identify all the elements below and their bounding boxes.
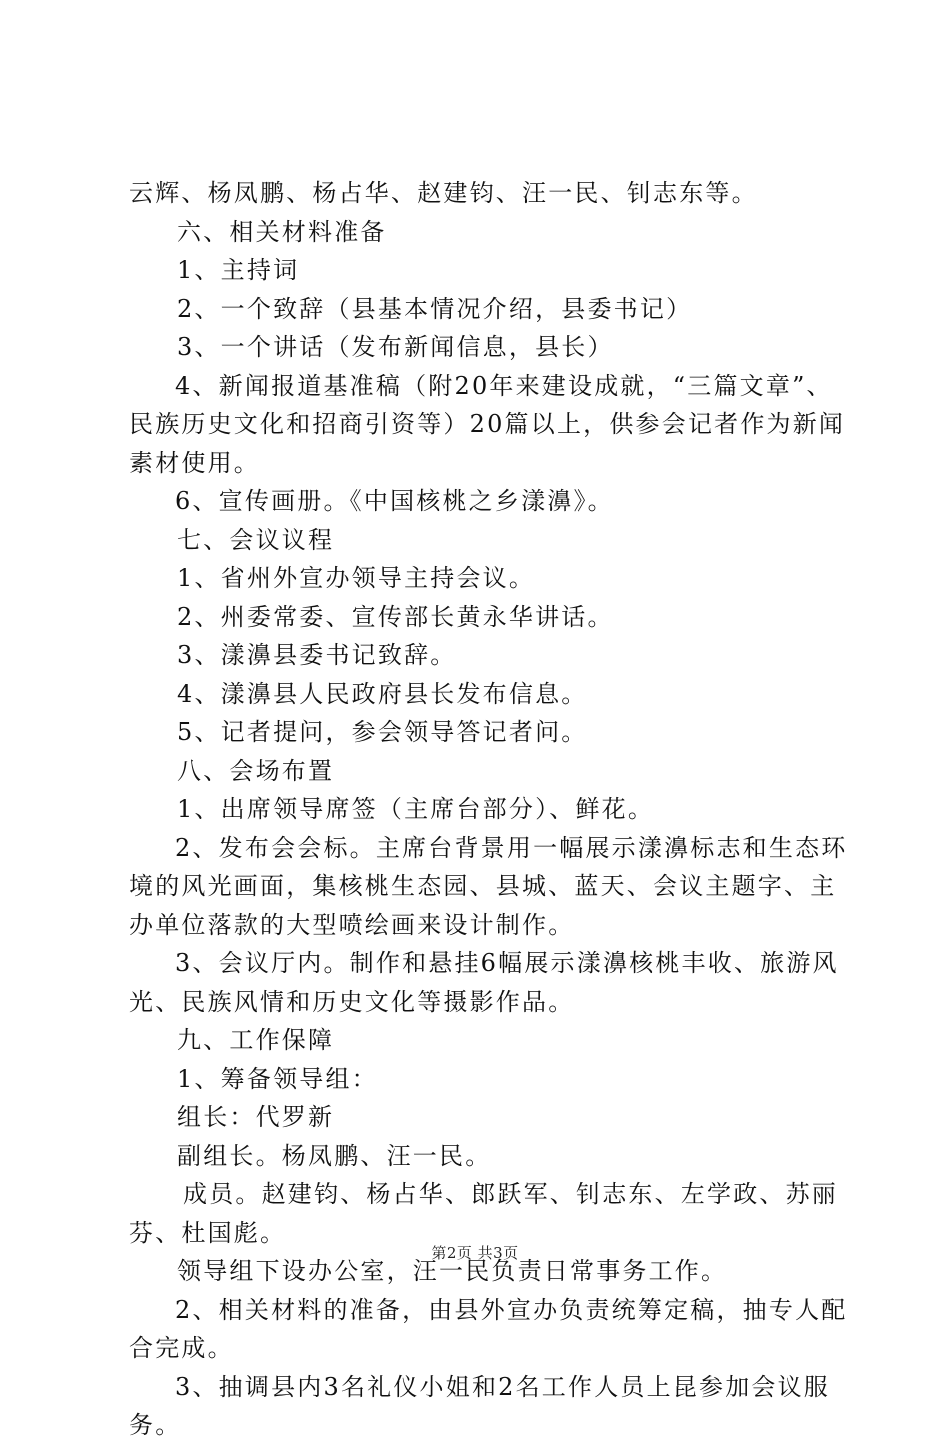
paragraph-line: 3、一个讲话（发布新闻信息，县长） <box>177 333 614 361</box>
paragraph-line: 成员。赵建钧、杨占华、郎跃军、钊志东、左学政、苏丽 <box>183 1180 838 1208</box>
section-heading-support: 九、工作保障 <box>177 1026 335 1054</box>
paragraph-line: 芬、杜国彪。 <box>129 1218 287 1247</box>
section-heading-venue: 八、会场布置 <box>177 756 335 785</box>
paragraph-line: 合完成。 <box>129 1334 234 1362</box>
paragraph-line: 2、州委常委、宣传部长黄永华讲话。 <box>177 602 614 631</box>
paragraph-line: 3、会议厅内。制作和悬挂6幅展示漾濞核桃丰收、旅游风 <box>175 949 839 977</box>
section-heading-agenda: 七、会议议程 <box>177 525 335 554</box>
paragraph-line: 云辉、杨凤鹏、杨占华、赵建钧、汪一民、钊志东等。 <box>129 179 758 207</box>
paragraph-line: 3、抽调县内3名礼仪小姐和2名工作人员上昆参加会议服 <box>175 1372 831 1401</box>
paragraph-line: 3、漾濞县委书记致辞。 <box>177 641 457 669</box>
paragraph-line: 领导组下设办公室，汪一民负责日常事务工作。 <box>177 1257 728 1285</box>
paragraph-line: 境的风光画面，集核桃生态园、县城、蓝天、会议主题字、主 <box>129 872 837 900</box>
paragraph-line: 光、民族风情和历史文化等摄影作品。 <box>129 987 575 1016</box>
paragraph-line: 民族历史文化和招商引资等）20篇以上，供参会记者作为新闻 <box>129 410 846 438</box>
paragraph-line: 1、省州外宣办领导主持会议。 <box>177 564 536 592</box>
paragraph-line: 1、主持词 <box>177 256 300 284</box>
page-number-footer: 第2页 共3页 <box>431 1244 519 1262</box>
paragraph-line: 4、新闻报道基准稿（附20年来建设成就，“三篇文章”、 <box>175 371 833 400</box>
paragraph-line: 2、发布会会标。主席台背景用一幅展示漾濞标志和生态环 <box>175 833 848 862</box>
paragraph-line: 1、筹备领导组： <box>177 1064 378 1093</box>
paragraph-line: 办单位落款的大型喷绘画来设计制作。 <box>129 910 575 939</box>
section-heading-materials: 六、相关材料准备 <box>177 217 387 246</box>
paragraph-line: 4、漾濞县人民政府县长发布信息。 <box>177 679 588 708</box>
paragraph-line: 组长：代罗新 <box>177 1103 335 1131</box>
paragraph-line: 务。 <box>129 1411 182 1439</box>
paragraph-line: 副组长。杨凤鹏、汪一民。 <box>177 1141 492 1170</box>
paragraph-line: 5、记者提问，参会领导答记者问。 <box>177 718 588 746</box>
paragraph-line: 2、相关材料的准备，由县外宣办负责统筹定稿，抽专人配 <box>175 1295 848 1324</box>
paragraph-line: 1、出席领导席签（主席台部分）、鲜花。 <box>177 795 655 823</box>
paragraph-line: 2、一个致辞（县基本情况介绍，县委书记） <box>177 294 693 323</box>
paragraph-line: 素材使用。 <box>129 448 260 477</box>
paragraph-line: 6、宣传画册。《中国核桃之乡漾濞》。 <box>175 487 614 515</box>
